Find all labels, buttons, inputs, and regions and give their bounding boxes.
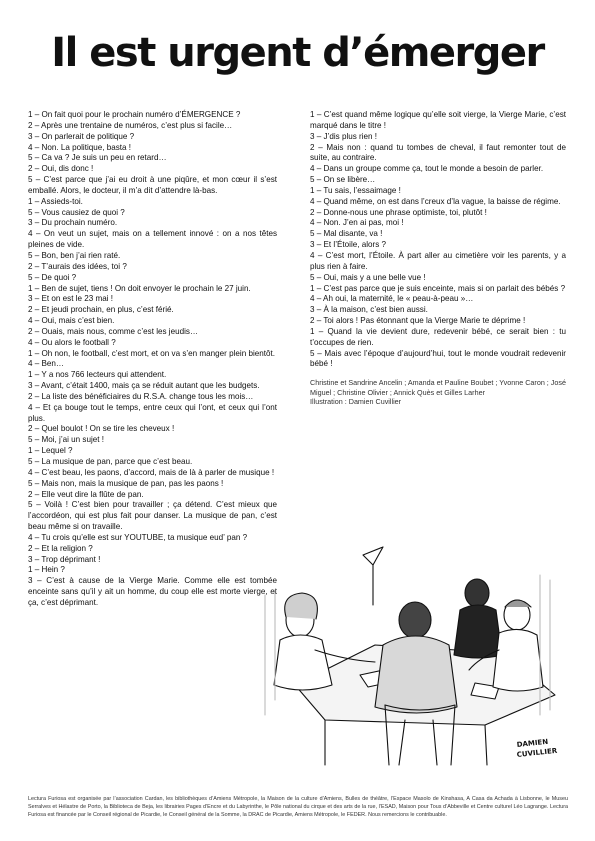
dialogue-line: 2 – La liste des bénéficiaires du R.S.A. change tous les mois… (28, 391, 254, 401)
dialogue-line: 3 – C’est à cause de la Vierge Marie. Comme elle est tombée enceinte sans qu’il y ait un homme, du coup elle est morte vierge, et ça, c’est déprimant. (28, 576, 277, 607)
dialogue-line: 3 – Avant, c’était 1400, mais ça se réduit autant que les budgets. (28, 381, 260, 391)
dialogue-line: 5 – La musique de pan, parce que c’est beau. (28, 457, 193, 466)
dialogue-line: 3 – Et l’Étoile, alors ? (310, 240, 387, 250)
dialogue-line: 4 – On veut un sujet, mais on a tellement innové : on a nos têtes pleines de vide. (28, 229, 277, 250)
dialogue-line: 4 – Oui, mais c’est bien. (28, 316, 115, 326)
dialogue-line: 4 – C’est mort, l’Étoile. À part aller au cimetière voir les parents, y a plus rien à faire. (310, 250, 566, 271)
dialogue-line: 4 – Ah oui, la maternité, le « peau-à-peau »… (310, 294, 474, 304)
dialogue-line: 5 – Vous causiez de quoi ? (28, 207, 125, 217)
dialogue-line: 4 – Ou alors le football ? (28, 337, 116, 347)
dialogue-line: 3 – J’dis plus rien ! (310, 131, 378, 141)
dialogue-line: 2 – Oui, dis donc ! (28, 164, 94, 174)
dialogue-line: 1 – Ben de sujet, tiens ! On doit envoyer le prochain le 27 juin. (28, 283, 251, 293)
dialogue-line: 2 – Quel boulot ! On se tire les cheveux ! (28, 424, 175, 434)
dialogue-line: 1 – Oh non, le football, c’est mort, et on va s’en manger plein bientôt. (28, 348, 276, 358)
authors-credit: Christine et Sandrine Ancelin ; Amanda et Pauline Boubet ; Yvonne Caron ; José Miguel ; Christine Olivier ; Annick Quès et Gilles Larher (310, 378, 566, 397)
dialogue-line: 1 – On fait quoi pour le prochain numéro d’ÉMERGENCE ? (28, 110, 241, 119)
dialogue-line: 5 – Mal disante, va ! (310, 229, 383, 239)
dialogue-line: 1 – Lequel ? (28, 446, 73, 456)
dialogue-line: 3 – On parlerait de politique ? (28, 131, 135, 141)
dialogue-line: 2 – T’aurais des idées, toi ? (28, 261, 127, 271)
dialogue-line: 1 – Y a nos 766 lecteurs qui attendent. (28, 370, 167, 380)
illustration-credit: Illustration : Damien Cuvillier (310, 397, 402, 407)
dialogue-line: 2 – Ouais, mais nous, comme c’est les jeudis… (28, 326, 199, 336)
dialogue-line: 1 – Tu sais, l’essaimage ! (310, 185, 401, 195)
group-discussion-illustration (255, 535, 565, 770)
dialogue-line: 3 – Et on est le 23 mai ! (28, 294, 114, 304)
dialogue-line: 4 – Et ça bouge tout le temps, entre ceux qui l’ont, et ceux qui l’ont plus. (28, 402, 277, 423)
svg-text:CUVILLIER: CUVILLIER (516, 746, 558, 759)
dialogue-line: 4 – Non. J’en ai pas, moi ! (310, 218, 404, 228)
dialogue-line: 1 – Hein ? (28, 565, 65, 575)
dialogue-line: 5 – De quoi ? (28, 272, 77, 282)
dialogue-line: 1 – C’est pas parce que je suis enceinte, mais si on parlait des bébés ? (310, 283, 566, 293)
footer-note: Lectura Furiosa est organisée par l’association Cardan, les bibliothèques d’Amiens Métropole, la Maison de la culture d’Amiens, Bulles de théâtre, l’Espace Masolo de Kinshasa, A Casa da Achada à Lisbonne, le Museu Serralves et Hélastre de Porto, la Biblioteca de Beja, les librairies Pages d’Encre et du Labyrinthe, le Pôle national du cirque et des arts de la rue, l’ESAD, Maison pour Tous d’Abbeville et Centre culturel Léo Lagrange. Lectura Furiosa est financée par le Conseil régional de Picardie, le Conseil général de la Somme, la DRAC de Picardie, Amiens Métropole, le FEDER. Nous remercions le contribuable. (28, 796, 568, 818)
dialogue-line: 2 – Mais non : quand tu tombes de cheval, il faut remonter tout de suite, au contraire. (310, 142, 566, 163)
dialogue-line: 2 – Et jeudi prochain, en plus, c’est férié. (28, 305, 174, 315)
dialogue-line: 5 – Bon, ben j’ai rien raté. (28, 250, 121, 260)
dialogue-line: 1 – C’est quand même logique qu’elle soit vierge, la Vierge Marie, c’est marqué dans le titre ! (310, 110, 566, 130)
dialogue-lines-right (310, 110, 566, 370)
dialogue-line: 5 – Moi, j’ai un sujet ! (28, 435, 105, 445)
dialogue-line: 5 – C’est parce que j’ai eu droit à une piqûre, et mon cœur il s’est emballé. Alors, le docteur, il m’a dit d’attendre là-bas. (28, 175, 277, 195)
dialogue-column-left (28, 110, 277, 609)
dialogue-line: 4 – Non. La politique, basta ! (28, 142, 132, 152)
dialogue-line: 2 – Donne-nous une phrase optimiste, toi, plutôt ! (310, 207, 487, 217)
dialogue-line: 5 – Oui, mais y a une belle vue ! (310, 272, 426, 282)
dialogue-line: 3 – Trop déprimant ! (28, 554, 101, 564)
dialogue-line: 5 – On se libère… (310, 175, 376, 185)
credits-block (310, 378, 566, 407)
dialogue-line: 2 – Toi alors ! Pas étonnant que la Vierge Marie te déprime ! (310, 316, 526, 326)
page-title: Il est urgent d’émerger (51, 30, 544, 76)
dialogue-line: 4 – C’est beau, les paons, d’accord, mais de là à parler de musique ! (28, 467, 275, 477)
dialogue-line: 4 – Ben… (28, 359, 64, 369)
dialogue-line: 5 – Ca va ? Je suis un peu en retard… (28, 153, 167, 163)
dialogue-line: 1 – Assieds-toi. (28, 196, 83, 206)
dialogue-line: 4 – Quand même, on est dans l’creux d’la vague, la baisse de régime. (310, 196, 561, 206)
dialogue-line: 5 – Voilà ! C’est bien pour travailler ; ça détend. C’est mieux que l’accordéon, qui est plus fait pour danser. La musique de pan, c’est beau même si on travaille. (28, 500, 277, 532)
svg-text:DAMIEN: DAMIEN (516, 737, 549, 749)
dialogue-line: 3 – Du prochain numéro. (28, 218, 118, 228)
dialogue-line: 2 – Elle veut dire la flûte de pan. (28, 489, 144, 499)
dialogue-line: 1 – Quand la vie devient dure, redevenir bébé, ce serait bien : tu t’occupes de rien. (310, 326, 566, 347)
dialogue-line: 5 – Mais non, mais la musique de pan, pas les paons ! (28, 478, 224, 488)
dialogue-line: 3 – À la maison, c’est bien aussi. (310, 305, 428, 315)
dialogue-column-right (310, 110, 566, 407)
dialogue-line: 5 – Mais avec l’époque d’aujourd’hui, tout le monde voudrait redevenir bébé ! (310, 348, 566, 369)
dialogue-line: 4 – Dans un groupe comme ça, tout le monde a besoin de parler. (310, 164, 544, 174)
dialogue-line: 2 – Après une trentaine de numéros, c’est plus si facile… (28, 120, 233, 130)
dialogue-line: 4 – Tu crois qu’elle est sur YOUTUBE, ta musique eud’ pan ? (28, 532, 248, 542)
dialogue-line: 2 – Et la religion ? (28, 543, 93, 553)
